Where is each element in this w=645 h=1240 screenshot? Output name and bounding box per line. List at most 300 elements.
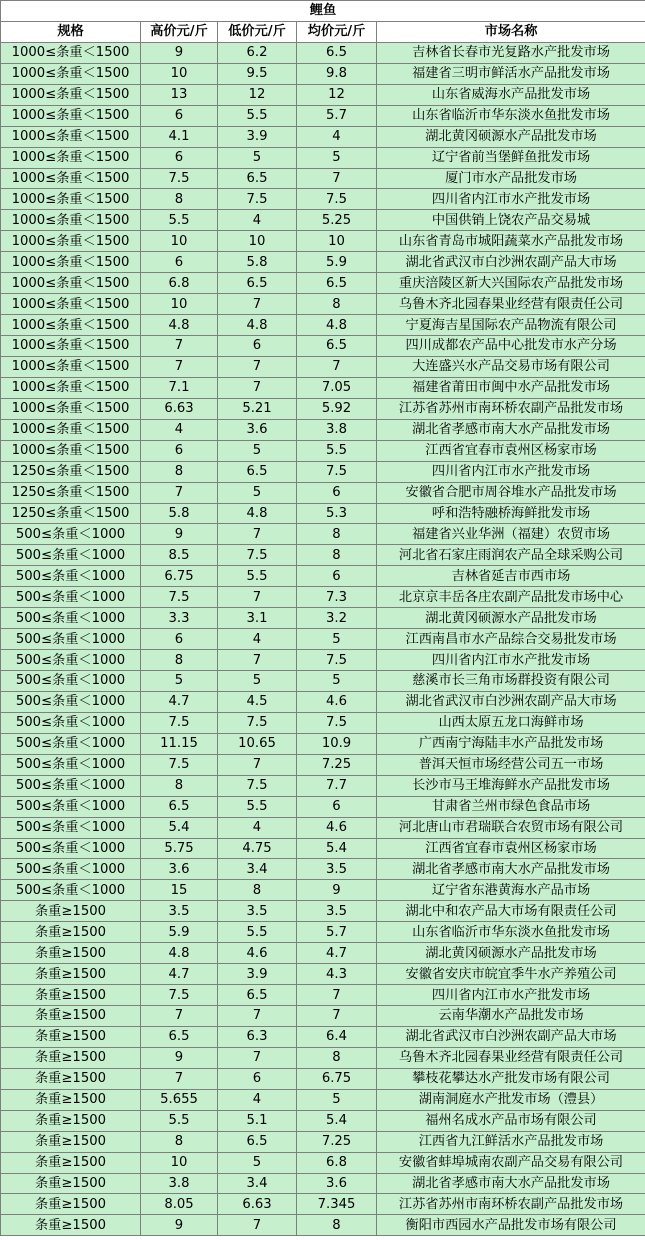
cell-market: 甘肃省兰州市绿色食品市场 (377, 796, 645, 817)
cell-avg-price: 5 (297, 629, 377, 650)
cell-avg-price: 7.3 (297, 587, 377, 608)
cell-spec: 500≤条重＜1000 (1, 817, 141, 838)
cell-avg-price: 4.7 (297, 943, 377, 964)
cell-market: 江西省宜春市袁州区杨家市场 (377, 838, 645, 859)
cell-market: 福州名成水产品市场有限公司 (377, 1110, 645, 1131)
cell-avg-price: 7.25 (297, 754, 377, 775)
cell-market: 吉林省延吉市西市场 (377, 566, 645, 587)
cell-market: 四川省内江市水产批发市场 (377, 650, 645, 671)
cell-spec: 500≤条重＜1000 (1, 691, 141, 712)
cell-spec: 1000≤条重＜1500 (1, 63, 141, 84)
cell-high-price: 6.63 (141, 398, 218, 419)
table-row (1, 1194, 645, 1215)
cell-low-price: 10.65 (218, 733, 297, 754)
cell-market: 山东省临沂市华东淡水鱼批发市场 (377, 105, 645, 126)
cell-avg-price: 5.25 (297, 210, 377, 231)
cell-market: 湖北黄冈硕源水产品批发市场 (377, 608, 645, 629)
cell-avg-price: 7 (297, 168, 377, 189)
table-row (1, 84, 645, 105)
cell-market: 厦门市水产品批发市场 (377, 168, 645, 189)
cell-market: 江西省九江鲜活水产品批发市场 (377, 1131, 645, 1152)
cell-spec: 1000≤条重＜1500 (1, 315, 141, 336)
cell-low-price: 6 (218, 336, 297, 357)
cell-avg-price: 9.8 (297, 63, 377, 84)
cell-high-price: 7.5 (141, 587, 218, 608)
cell-avg-price: 8 (297, 545, 377, 566)
cell-low-price: 5 (218, 1152, 297, 1173)
cell-high-price: 4.7 (141, 964, 218, 985)
cell-spec: 500≤条重＜1000 (1, 545, 141, 566)
cell-market: 重庆涪陵区新大兴国际农产品批发市场 (377, 273, 645, 294)
cell-avg-price: 7.5 (297, 650, 377, 671)
table-row (1, 943, 645, 964)
table-row (1, 1215, 645, 1236)
cell-high-price: 13 (141, 84, 218, 105)
table-row (1, 796, 645, 817)
cell-high-price: 7 (141, 482, 218, 503)
cell-spec: 500≤条重＜1000 (1, 796, 141, 817)
cell-avg-price: 8 (297, 294, 377, 315)
cell-spec: 1000≤条重＜1500 (1, 440, 141, 461)
cell-spec: 条重≥1500 (1, 1068, 141, 1089)
cell-market: 衡阳市西园水产品批发市场有限公司 (377, 1215, 645, 1236)
cell-high-price: 5.8 (141, 503, 218, 524)
cell-market: 山西太原五龙口海鲜市场 (377, 712, 645, 733)
cell-low-price: 5 (218, 440, 297, 461)
cell-high-price: 8 (141, 650, 218, 671)
cell-spec: 1000≤条重＜1500 (1, 231, 141, 252)
cell-high-price: 6 (141, 629, 218, 650)
table-row (1, 231, 645, 252)
table-row (1, 461, 645, 482)
cell-spec: 500≤条重＜1000 (1, 712, 141, 733)
cell-avg-price: 4.6 (297, 691, 377, 712)
cell-spec: 500≤条重＜1000 (1, 629, 141, 650)
cell-high-price: 9 (141, 1215, 218, 1236)
cell-avg-price: 5.5 (297, 440, 377, 461)
cell-low-price: 6.5 (218, 168, 297, 189)
cell-low-price: 5.5 (218, 566, 297, 587)
cell-high-price: 4.8 (141, 943, 218, 964)
cell-avg-price: 3.5 (297, 901, 377, 922)
table-row (1, 964, 645, 985)
table-row (1, 1047, 645, 1068)
cell-low-price: 4.6 (218, 943, 297, 964)
cell-low-price: 3.4 (218, 859, 297, 880)
cell-avg-price: 8 (297, 1215, 377, 1236)
cell-market: 大连盛兴水产品交易市场有限公司 (377, 356, 645, 377)
table-row (1, 545, 645, 566)
cell-spec: 1000≤条重＜1500 (1, 294, 141, 315)
cell-avg-price: 7.345 (297, 1194, 377, 1215)
cell-low-price: 4.75 (218, 838, 297, 859)
cell-market: 长沙市马王堆海鲜水产品批发市场 (377, 775, 645, 796)
cell-high-price: 7.5 (141, 712, 218, 733)
cell-low-price: 5 (218, 147, 297, 168)
table-row (1, 210, 645, 231)
cell-avg-price: 6 (297, 796, 377, 817)
cell-avg-price: 7 (297, 985, 377, 1006)
header-spec: 规格 (1, 21, 141, 42)
cell-high-price: 5.9 (141, 922, 218, 943)
cell-high-price: 3.6 (141, 859, 218, 880)
cell-low-price: 5.5 (218, 105, 297, 126)
table-row (1, 336, 645, 357)
cell-market: 北京京丰岳各庄农副产品批发市场中心 (377, 587, 645, 608)
cell-market: 安徽省蚌埠城南农副产品交易有限公司 (377, 1152, 645, 1173)
table-row (1, 440, 645, 461)
cell-avg-price: 3.8 (297, 419, 377, 440)
cell-avg-price: 6.8 (297, 1152, 377, 1173)
cell-high-price: 8 (141, 189, 218, 210)
cell-spec: 条重≥1500 (1, 985, 141, 1006)
cell-avg-price: 6.5 (297, 336, 377, 357)
cell-low-price: 7.5 (218, 712, 297, 733)
cell-spec: 1000≤条重＜1500 (1, 84, 141, 105)
table-row (1, 922, 645, 943)
cell-spec: 500≤条重＜1000 (1, 608, 141, 629)
header-avg-price: 均价元/斤 (297, 21, 377, 42)
cell-spec: 条重≥1500 (1, 1047, 141, 1068)
cell-low-price: 6.2 (218, 42, 297, 63)
table-row (1, 566, 645, 587)
cell-high-price: 7 (141, 1068, 218, 1089)
cell-high-price: 5.655 (141, 1089, 218, 1110)
table-row (1, 775, 645, 796)
cell-market: 江西省宜春市袁州区杨家市场 (377, 440, 645, 461)
table-row (1, 1110, 645, 1131)
table-row (1, 105, 645, 126)
table-row (1, 377, 645, 398)
cell-market: 云南华潮水产品批发市场 (377, 1006, 645, 1027)
cell-avg-price: 6.75 (297, 1068, 377, 1089)
cell-low-price: 9.5 (218, 63, 297, 84)
table-row (1, 1131, 645, 1152)
cell-spec: 条重≥1500 (1, 1089, 141, 1110)
table-row (1, 1026, 645, 1047)
cell-low-price: 7.5 (218, 775, 297, 796)
cell-low-price: 7 (218, 524, 297, 545)
cell-avg-price: 6.5 (297, 42, 377, 63)
cell-low-price: 6.5 (218, 1131, 297, 1152)
cell-avg-price: 7.5 (297, 712, 377, 733)
cell-high-price: 5.4 (141, 817, 218, 838)
table-row (1, 147, 645, 168)
cell-market: 福建省三明市鲜活水产品批发市场 (377, 63, 645, 84)
cell-low-price: 7 (218, 1006, 297, 1027)
table-row (1, 1006, 645, 1027)
cell-high-price: 8.5 (141, 545, 218, 566)
cell-spec: 500≤条重＜1000 (1, 754, 141, 775)
cell-spec: 1000≤条重＜1500 (1, 126, 141, 147)
cell-spec: 1000≤条重＜1500 (1, 377, 141, 398)
cell-market: 广西南宁海陆丰水产品批发市场 (377, 733, 645, 754)
cell-avg-price: 7.25 (297, 1131, 377, 1152)
cell-high-price: 5.5 (141, 210, 218, 231)
cell-spec: 1250≤条重＜1500 (1, 503, 141, 524)
table-row (1, 985, 645, 1006)
cell-spec: 500≤条重＜1000 (1, 587, 141, 608)
cell-avg-price: 5.4 (297, 1110, 377, 1131)
table-row (1, 838, 645, 859)
cell-spec: 条重≥1500 (1, 1026, 141, 1047)
table-row (1, 419, 645, 440)
table-row (1, 356, 645, 377)
cell-low-price: 6.5 (218, 461, 297, 482)
table-row (1, 671, 645, 692)
cell-avg-price: 5.92 (297, 398, 377, 419)
cell-high-price: 7.5 (141, 754, 218, 775)
cell-market: 河北唐山市君瑞联合农贸市场有限公司 (377, 817, 645, 838)
cell-low-price: 3.6 (218, 419, 297, 440)
cell-low-price: 7 (218, 754, 297, 775)
cell-market: 山东省青岛市城阳蔬菜水产品批发市场 (377, 231, 645, 252)
cell-avg-price: 3.2 (297, 608, 377, 629)
cell-avg-price: 6.5 (297, 273, 377, 294)
cell-spec: 1000≤条重＜1500 (1, 210, 141, 231)
cell-avg-price: 5.7 (297, 105, 377, 126)
cell-spec: 500≤条重＜1000 (1, 838, 141, 859)
cell-market: 安徽省安庆市皖宜季牛水产养殖公司 (377, 964, 645, 985)
cell-avg-price: 10 (297, 231, 377, 252)
cell-low-price: 6.63 (218, 1194, 297, 1215)
cell-avg-price: 5 (297, 1089, 377, 1110)
cell-market: 安徽省合肥市周谷堆水产品批发市场 (377, 482, 645, 503)
cell-spec: 1250≤条重＜1500 (1, 482, 141, 503)
table-row (1, 273, 645, 294)
cell-high-price: 3.8 (141, 1173, 218, 1194)
header-high-price: 高价元/斤 (141, 21, 218, 42)
cell-market: 山东省临沂市华东淡水鱼批发市场 (377, 922, 645, 943)
cell-market: 福建省莆田市闽中水产品批发市场 (377, 377, 645, 398)
cell-high-price: 10 (141, 294, 218, 315)
cell-spec: 500≤条重＜1000 (1, 524, 141, 545)
table-title: 鲤鱼 (1, 1, 645, 22)
cell-spec: 条重≥1500 (1, 901, 141, 922)
cell-spec: 500≤条重＜1000 (1, 566, 141, 587)
cell-low-price: 7 (218, 1047, 297, 1068)
table-row (1, 503, 645, 524)
cell-low-price: 5.5 (218, 796, 297, 817)
cell-spec: 1000≤条重＜1500 (1, 252, 141, 273)
cell-market: 河北省石家庄雨润农产品全球采购公司 (377, 545, 645, 566)
cell-market: 乌鲁木齐北园春果业经营有限责任公司 (377, 294, 645, 315)
cell-spec: 条重≥1500 (1, 922, 141, 943)
cell-market: 普洱天恒市场经营公司五一市场 (377, 754, 645, 775)
cell-avg-price: 7.5 (297, 461, 377, 482)
cell-low-price: 7.5 (218, 189, 297, 210)
cell-market: 乌鲁木齐北园春果业经营有限责任公司 (377, 1047, 645, 1068)
cell-market: 湖北省孝感市南大水产品批发市场 (377, 419, 645, 440)
table-row (1, 587, 645, 608)
cell-avg-price: 7.7 (297, 775, 377, 796)
cell-spec: 条重≥1500 (1, 1215, 141, 1236)
cell-spec: 500≤条重＜1000 (1, 880, 141, 901)
cell-high-price: 6.8 (141, 273, 218, 294)
table-row (1, 691, 645, 712)
cell-low-price: 3.5 (218, 901, 297, 922)
cell-avg-price: 3.5 (297, 859, 377, 880)
table-row (1, 880, 645, 901)
cell-low-price: 7 (218, 1215, 297, 1236)
cell-spec: 1000≤条重＜1500 (1, 398, 141, 419)
table-row (1, 1173, 645, 1194)
cell-high-price: 6 (141, 105, 218, 126)
cell-avg-price: 8 (297, 524, 377, 545)
table-row (1, 482, 645, 503)
table-row (1, 754, 645, 775)
cell-spec: 1000≤条重＜1500 (1, 168, 141, 189)
cell-low-price: 4 (218, 629, 297, 650)
cell-low-price: 5.5 (218, 922, 297, 943)
cell-high-price: 11.15 (141, 733, 218, 754)
cell-avg-price: 9 (297, 880, 377, 901)
cell-spec: 500≤条重＜1000 (1, 775, 141, 796)
cell-low-price: 5 (218, 482, 297, 503)
cell-low-price: 3.9 (218, 126, 297, 147)
cell-market: 四川省内江市水产批发市场 (377, 985, 645, 1006)
cell-spec: 500≤条重＜1000 (1, 859, 141, 880)
cell-market: 吉林省长春市光复路水产批发市场 (377, 42, 645, 63)
cell-high-price: 7 (141, 336, 218, 357)
cell-avg-price: 5.9 (297, 252, 377, 273)
cell-spec: 1000≤条重＜1500 (1, 105, 141, 126)
cell-high-price: 6 (141, 252, 218, 273)
table-row (1, 168, 645, 189)
table-row (1, 712, 645, 733)
cell-spec: 500≤条重＜1000 (1, 733, 141, 754)
cell-high-price: 5.75 (141, 838, 218, 859)
cell-market: 中国供销上饶农产品交易城 (377, 210, 645, 231)
cell-low-price: 8 (218, 880, 297, 901)
cell-market: 湖北省孝感市南大水产品批发市场 (377, 859, 645, 880)
cell-spec: 1250≤条重＜1500 (1, 461, 141, 482)
cell-high-price: 4.7 (141, 691, 218, 712)
cell-spec: 条重≥1500 (1, 1006, 141, 1027)
cell-high-price: 8 (141, 775, 218, 796)
table-row (1, 1068, 645, 1089)
cell-high-price: 4 (141, 419, 218, 440)
cell-high-price: 8 (141, 461, 218, 482)
cell-low-price: 5.1 (218, 1110, 297, 1131)
cell-spec: 1000≤条重＜1500 (1, 419, 141, 440)
cell-low-price: 3.4 (218, 1173, 297, 1194)
cell-high-price: 8 (141, 1131, 218, 1152)
cell-high-price: 3.3 (141, 608, 218, 629)
cell-low-price: 4 (218, 817, 297, 838)
cell-market: 福建省兴业华洲（福建）农贸市场 (377, 524, 645, 545)
cell-market: 呼和浩特融桥海鲜批发市场 (377, 503, 645, 524)
cell-low-price: 7 (218, 356, 297, 377)
cell-low-price: 7 (218, 294, 297, 315)
cell-spec: 1000≤条重＜1500 (1, 42, 141, 63)
cell-low-price: 6.3 (218, 1026, 297, 1047)
cell-market: 宁夏海吉星国际农产品物流有限公司 (377, 315, 645, 336)
cell-low-price: 4 (218, 210, 297, 231)
table-row (1, 859, 645, 880)
table-row (1, 252, 645, 273)
cell-high-price: 5.5 (141, 1110, 218, 1131)
table-row (1, 650, 645, 671)
cell-low-price: 7 (218, 587, 297, 608)
header-market: 市场名称 (377, 21, 645, 42)
cell-high-price: 6.5 (141, 796, 218, 817)
cell-spec: 500≤条重＜1000 (1, 671, 141, 692)
cell-spec: 条重≥1500 (1, 1194, 141, 1215)
cell-avg-price: 7.05 (297, 377, 377, 398)
cell-high-price: 7.5 (141, 985, 218, 1006)
cell-high-price: 6.5 (141, 1026, 218, 1047)
cell-spec: 条重≥1500 (1, 1173, 141, 1194)
cell-market: 湖北中和农产品大市场有限责任公司 (377, 901, 645, 922)
cell-low-price: 4 (218, 1089, 297, 1110)
table-row (1, 42, 645, 63)
cell-market: 辽宁省东港黄海水产品市场 (377, 880, 645, 901)
table-row (1, 189, 645, 210)
cell-high-price: 7.1 (141, 377, 218, 398)
table-row (1, 1152, 645, 1173)
cell-market: 湖北省武汉市白沙洲农副产品大市场 (377, 252, 645, 273)
cell-high-price: 3.5 (141, 901, 218, 922)
cell-low-price: 5.8 (218, 252, 297, 273)
table-row (1, 524, 645, 545)
cell-market: 江苏省苏州市南环桥农副产品批发市场 (377, 398, 645, 419)
cell-avg-price: 7 (297, 1006, 377, 1027)
cell-low-price: 7 (218, 377, 297, 398)
cell-high-price: 9 (141, 524, 218, 545)
cell-market: 辽宁省前当堡鲜鱼批发市场 (377, 147, 645, 168)
cell-spec: 条重≥1500 (1, 1131, 141, 1152)
cell-high-price: 10 (141, 231, 218, 252)
cell-market: 江苏省苏州市南环桥农副产品批发市场 (377, 1194, 645, 1215)
cell-high-price: 6 (141, 440, 218, 461)
cell-avg-price: 5.7 (297, 922, 377, 943)
cell-market: 四川成都农产品中心批发市水产分场 (377, 336, 645, 357)
cell-high-price: 4.1 (141, 126, 218, 147)
cell-avg-price: 4 (297, 126, 377, 147)
cell-market: 四川省内江市水产批发市场 (377, 461, 645, 482)
cell-high-price: 9 (141, 1047, 218, 1068)
table-row (1, 817, 645, 838)
cell-market: 山东省威海水产品批发市场 (377, 84, 645, 105)
cell-low-price: 12 (218, 84, 297, 105)
table-row (1, 1089, 645, 1110)
table-row (1, 608, 645, 629)
cell-market: 攀枝花攀达水产批发市场有限公司 (377, 1068, 645, 1089)
cell-market: 湖南洞庭水产批发市场（澧县） (377, 1089, 645, 1110)
cell-high-price: 7 (141, 356, 218, 377)
cell-market: 湖北黄冈硕源水产品批发市场 (377, 943, 645, 964)
title-row (1, 1, 645, 22)
cell-avg-price: 3.6 (297, 1173, 377, 1194)
cell-market: 四川省内江市水产批发市场 (377, 189, 645, 210)
cell-high-price: 7.5 (141, 168, 218, 189)
table-row (1, 733, 645, 754)
cell-avg-price: 6.4 (297, 1026, 377, 1047)
cell-high-price: 5 (141, 671, 218, 692)
table-body (1, 42, 645, 1235)
cell-high-price: 7 (141, 1006, 218, 1027)
cell-avg-price: 5.4 (297, 838, 377, 859)
cell-low-price: 3.1 (218, 608, 297, 629)
cell-spec: 1000≤条重＜1500 (1, 273, 141, 294)
cell-high-price: 6 (141, 147, 218, 168)
cell-spec: 1000≤条重＜1500 (1, 189, 141, 210)
cell-spec: 500≤条重＜1000 (1, 650, 141, 671)
cell-avg-price: 6 (297, 482, 377, 503)
cell-avg-price: 7 (297, 356, 377, 377)
cell-market: 江西南昌市水产品综合交易批发市场 (377, 629, 645, 650)
